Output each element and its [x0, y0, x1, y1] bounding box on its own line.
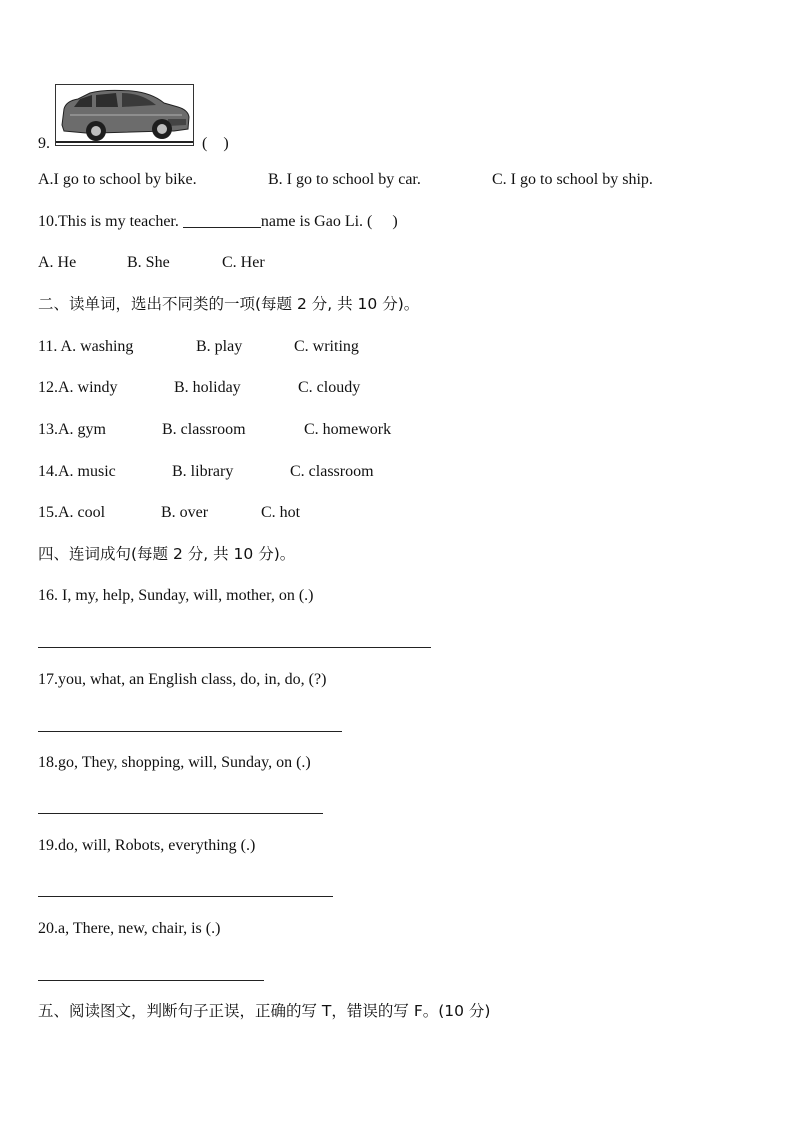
q10-suffix: name is Gao Li. ( ): [260, 213, 398, 230]
q20-words: 20.a, There, new, chair, is (.): [38, 920, 221, 937]
q10-option-b: B. She: [127, 254, 170, 271]
q17-answer-line[interactable]: [38, 731, 342, 732]
q9-option-b: B. I go to school by car.: [268, 171, 421, 188]
q19-words: 19.do, will, Robots, everything (.): [38, 837, 256, 854]
q10-prefix: 10.This is my teacher.: [38, 213, 179, 230]
q13-option-c: C. homework: [304, 421, 392, 438]
q11-option-c: C. writing: [294, 338, 359, 355]
q11-option-a: 11. A. washing: [38, 338, 134, 355]
q9-answer-paren: ( ): [202, 135, 229, 152]
q10-blank[interactable]: [183, 212, 261, 228]
section-5-title: 五、阅读图文，判断句子正误，正确的写 T，错误的写 F。(10 分): [38, 1002, 491, 1020]
q14-option-b: B. library: [172, 463, 234, 480]
q12-option-b: B. holiday: [174, 379, 241, 396]
q10-option-c: C. Her: [222, 254, 265, 271]
q9-option-a: A.I go to school by bike.: [38, 171, 197, 188]
q13-option-a: 13.A. gym: [38, 421, 106, 438]
q14-option-c: C. classroom: [290, 463, 374, 480]
q19-answer-line[interactable]: [38, 896, 333, 897]
car-icon: [56, 85, 193, 145]
section-2-title: 二、读单词，选出不同类的一项(每题 2 分, 共 10 分)。: [38, 295, 420, 313]
q11-option-b: B. play: [196, 338, 243, 355]
q18-words: 18.go, They, shopping, will, Sunday, on (.): [38, 754, 311, 771]
q16-words: 16. I, my, help, Sunday, will, mother, on (.): [38, 587, 314, 604]
q16-answer-line[interactable]: [38, 647, 431, 648]
q12-option-a: 12.A. windy: [38, 379, 118, 396]
q15-option-c: C. hot: [261, 504, 301, 521]
car-picture: [55, 84, 194, 146]
q13-option-b: B. classroom: [162, 421, 246, 438]
q12-option-c: C. cloudy: [298, 379, 361, 396]
q20-answer-line[interactable]: [38, 980, 264, 981]
q17-words: 17.you, what, an English class, do, in, do, (?): [38, 671, 327, 688]
q18-answer-line[interactable]: [38, 813, 323, 814]
q15-option-b: B. over: [161, 504, 209, 521]
q9-number: 9.: [38, 135, 50, 152]
q10-sentence: [38, 212, 398, 232]
section-4-title: 四、连词成句(每题 2 分, 共 10 分)。: [38, 545, 296, 563]
q9-option-c: C. I go to school by ship.: [492, 171, 653, 188]
q15-option-a: 15.A. cool: [38, 504, 106, 521]
q10-option-a: A. He: [38, 254, 77, 271]
q14-option-a: 14.A. music: [38, 463, 116, 480]
